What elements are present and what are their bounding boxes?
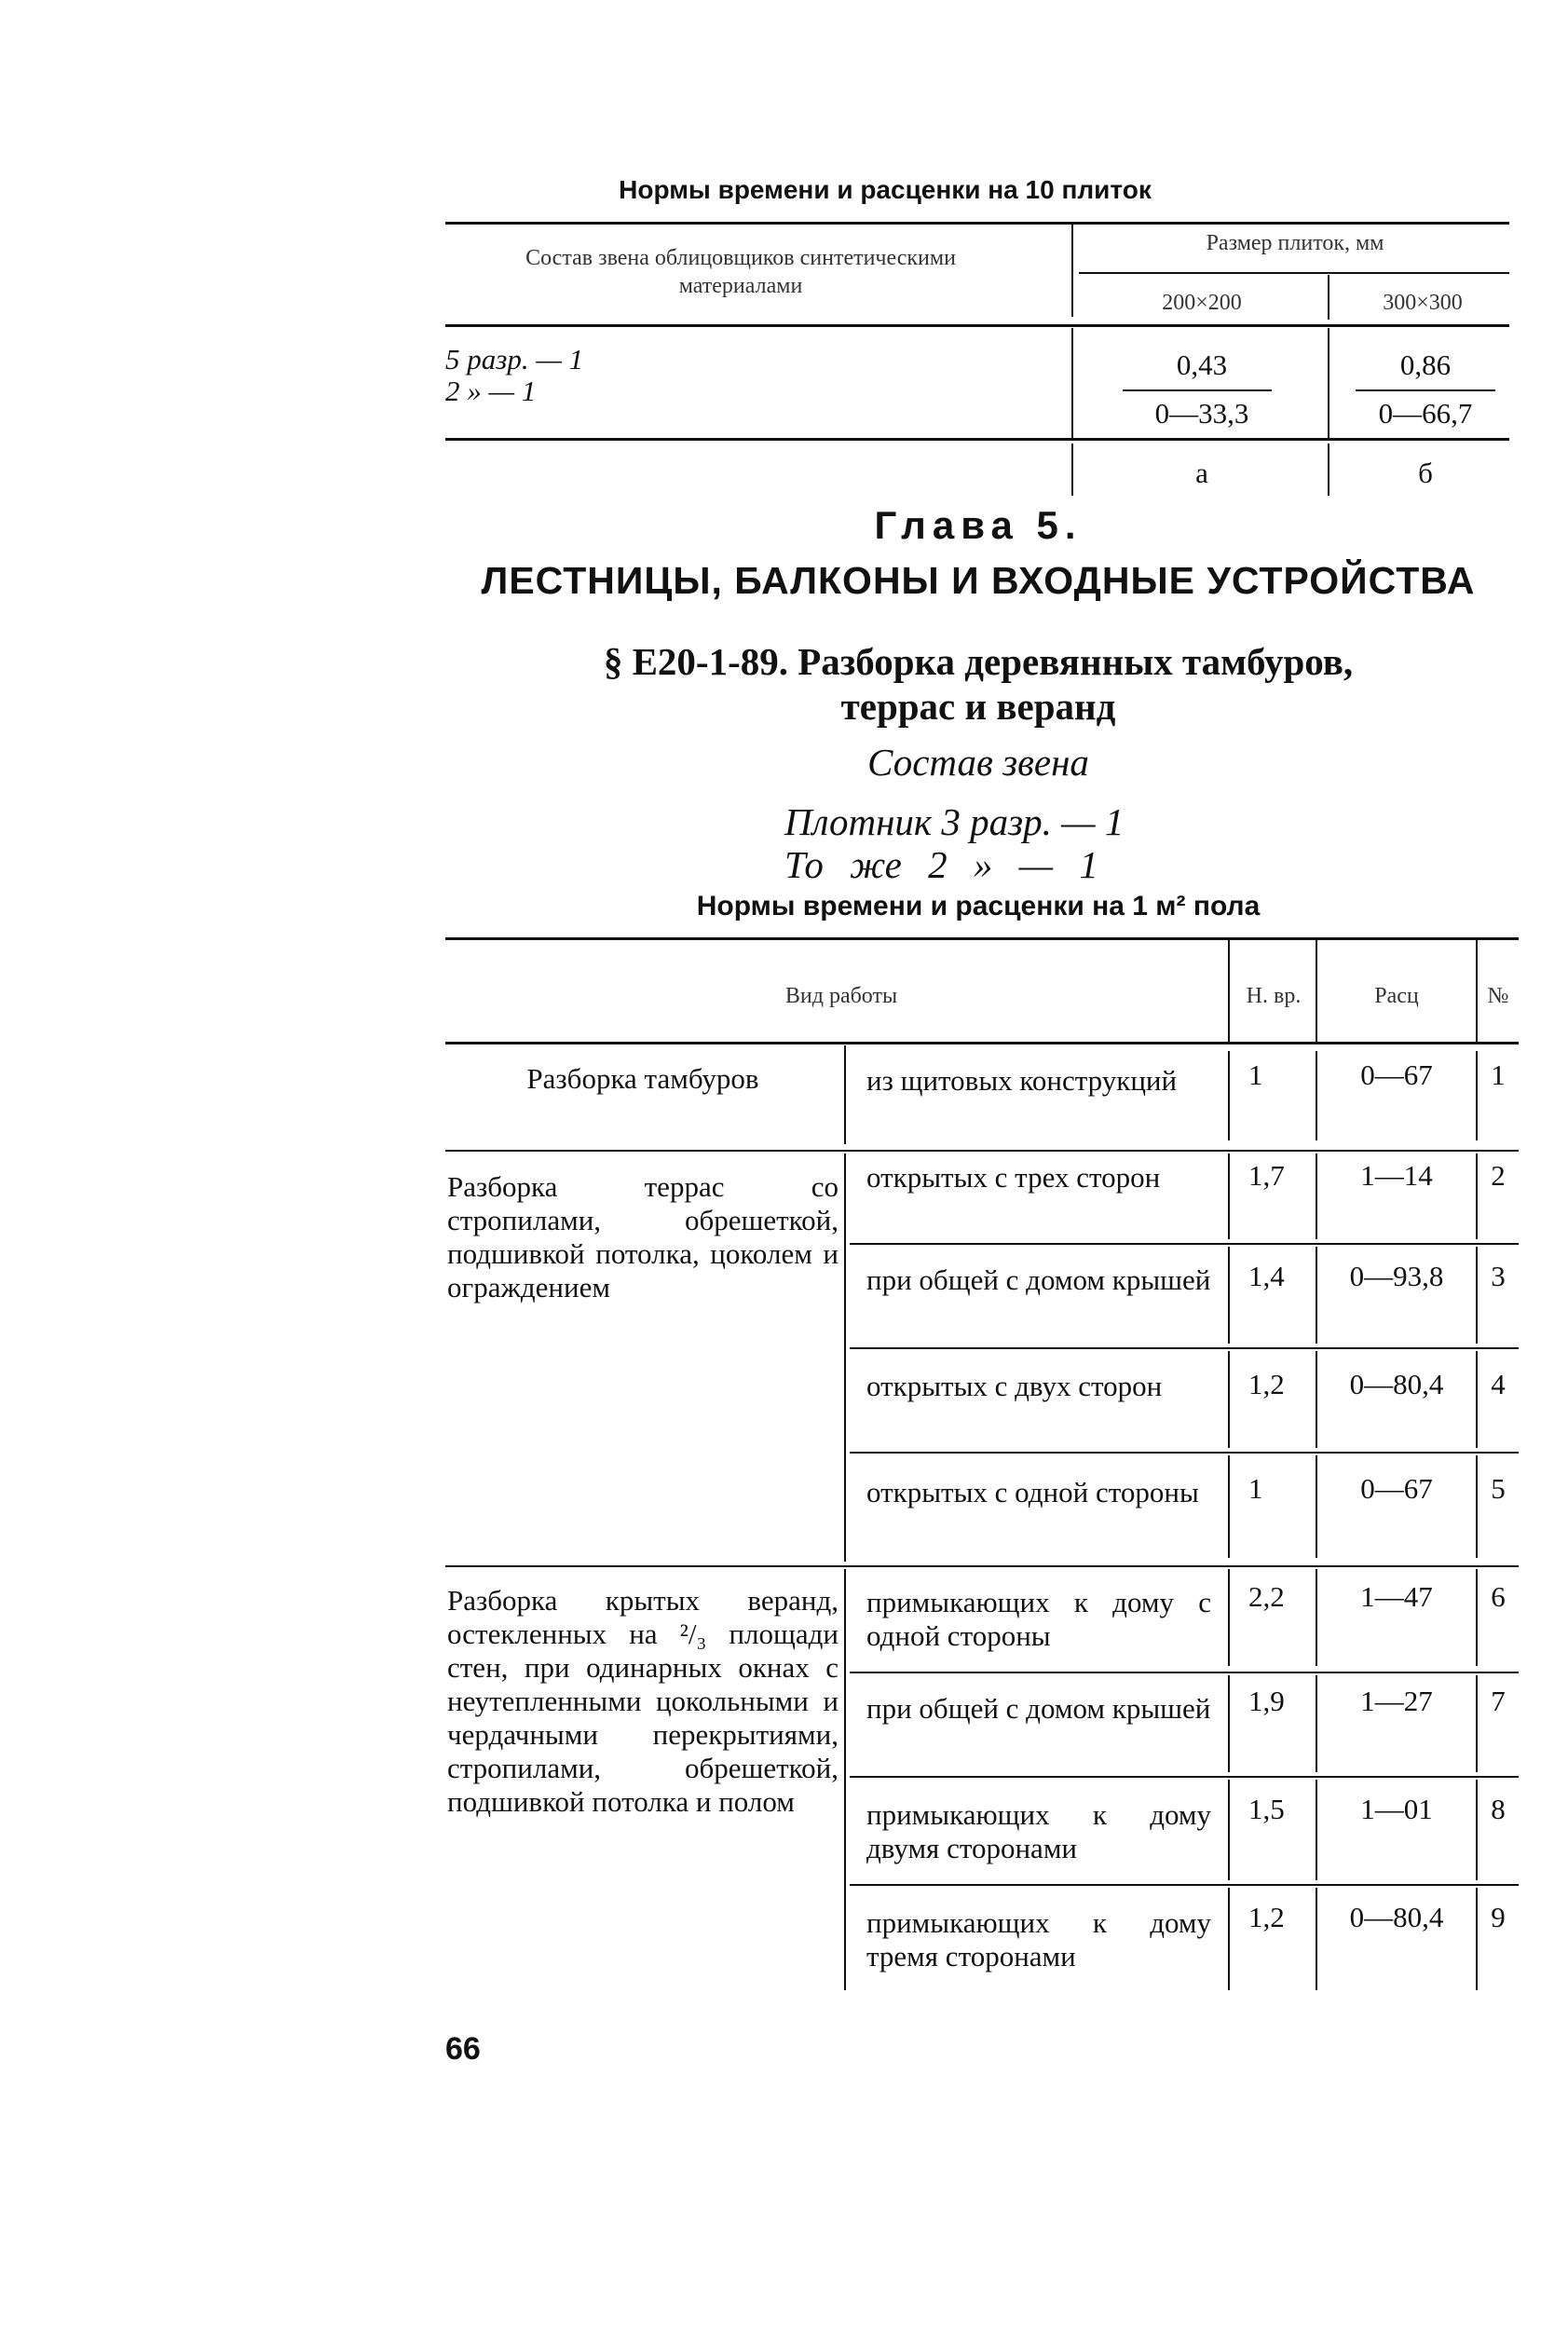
table2-row-6-num: 6: [1491, 1580, 1506, 1613]
table2-row-6-norm: 2,2: [1248, 1580, 1285, 1613]
table2-row-7-rule: [850, 1776, 1519, 1778]
table2-row-1-vrule-3: [1476, 1051, 1478, 1140]
table1-vrule-3: [1071, 328, 1073, 438]
table2-header-rate: Расц: [1374, 984, 1419, 1008]
table2-row-6-detail: примыкающих к дому с одной стороны: [866, 1586, 1211, 1652]
table2-head-vrule-1: [1228, 939, 1230, 1042]
table1-vrule-1: [1071, 224, 1073, 317]
table1-crew-line-1: 5 разр. — 1: [445, 343, 584, 375]
table2-row-4-vrule-1: [1228, 1351, 1230, 1448]
table1-fraction-200: [1123, 389, 1272, 391]
table2-row-2-rule: [850, 1243, 1519, 1245]
table2-row-7-vrule-1: [1228, 1675, 1230, 1772]
table2-group-2-vrule: [844, 1154, 846, 1562]
table2-row-8-detail: примыкающих к дому двумя сторонами: [866, 1798, 1211, 1864]
table2-row-7-rate: 1—27: [1360, 1685, 1433, 1717]
table2-row-3-vrule-2: [1316, 1247, 1317, 1344]
table2-row-3-num: 3: [1491, 1260, 1506, 1292]
table1-crew-line-2: 2 » — 1: [445, 375, 537, 407]
table1-header-rule: [445, 324, 1509, 327]
crew-line-1: Плотник 3 разр. — 1: [784, 800, 1125, 843]
table1-norm-200: 0,43: [1176, 348, 1228, 381]
table2-row-2-norm: 1,7: [1248, 1159, 1285, 1192]
table2-row-4-norm: 1,2: [1248, 1368, 1285, 1400]
section-title-line-2: террас и веранд: [840, 685, 1116, 728]
table2-group-3-rule: [445, 1565, 1519, 1567]
table2-row-2-detail: открытых с трех сторон: [866, 1161, 1161, 1194]
table1-sub-rule: [1079, 272, 1509, 274]
table2-row-4-vrule-2: [1316, 1351, 1317, 1448]
table2-group-1-vrule: [844, 1045, 846, 1144]
table2-header-rule: [445, 1042, 1519, 1044]
table2-row-5-rate: 0—67: [1360, 1472, 1433, 1505]
table2-row-7-detail: при общей с домом крышей: [866, 1692, 1211, 1725]
table2-header-work: Вид работы: [784, 984, 898, 1008]
table2-row-5-detail: открытых с одной стороны: [866, 1476, 1199, 1508]
table2-row-4-rule: [850, 1452, 1519, 1454]
table1-header-size: Размер плиток, мм: [1206, 231, 1384, 255]
chapter-title: ЛЕСТНИЦЫ, БАЛКОНЫ И ВХОДНЫЕ УСТРОЙСТВА: [481, 559, 1476, 602]
table2-row-3-vrule-1: [1228, 1247, 1230, 1344]
table1-rate-200: 0—33,3: [1154, 397, 1249, 430]
table2-group-3-vrule: [844, 1569, 846, 1990]
table2-row-5-vrule-2: [1316, 1455, 1317, 1558]
table2-row-8-vrule-2: [1316, 1780, 1317, 1880]
table2-row-5-vrule-3: [1476, 1455, 1478, 1558]
table2-row-5-num: 5: [1491, 1472, 1506, 1505]
table1-col-letter-a: а: [1195, 457, 1208, 489]
table2-row-1-rate: 0—67: [1360, 1058, 1433, 1091]
table1-fraction-300: [1356, 389, 1495, 391]
table2-row-2-vrule-2: [1316, 1154, 1317, 1239]
table2-row-5-vrule-1: [1228, 1455, 1230, 1558]
table2-row-5-norm: 1: [1248, 1472, 1263, 1505]
table2-row-2-vrule-1: [1228, 1154, 1230, 1239]
table2-row-7-vrule-2: [1316, 1675, 1317, 1772]
table1-vrule-5: [1071, 444, 1073, 496]
table2-row-1-norm: 1: [1248, 1058, 1263, 1091]
table2-row-7-num: 7: [1491, 1685, 1506, 1717]
table1-norm-300: 0,86: [1399, 348, 1452, 381]
table2-row-9-vrule-1: [1228, 1888, 1230, 1990]
table2-row-2-vrule-3: [1476, 1154, 1478, 1239]
table2-row-9-norm: 1,2: [1248, 1901, 1285, 1933]
page-number: 66: [445, 2031, 481, 2067]
table1-vrule-6: [1328, 444, 1329, 496]
table2-row-4-num: 4: [1491, 1368, 1506, 1400]
table2-row-6-rule: [850, 1672, 1519, 1673]
table2-row-6-vrule-2: [1316, 1569, 1317, 1666]
table2-row-9-detail: примыкающих к дому тремя сторонами: [866, 1906, 1211, 1973]
table1-rate-300: 0—66,7: [1378, 397, 1473, 430]
table2-row-6-vrule-3: [1476, 1569, 1478, 1666]
table2-row-8-num: 8: [1491, 1793, 1506, 1825]
table2-row-3-vrule-3: [1476, 1247, 1478, 1344]
table2-row-9-num: 9: [1491, 1901, 1506, 1933]
table2-head-vrule-3: [1476, 939, 1478, 1042]
table2-row-8-norm: 1,5: [1248, 1793, 1285, 1825]
table1-vrule-4: [1328, 328, 1329, 438]
norms-title: Нормы времени и расценки на 1 м² пола: [696, 891, 1261, 921]
table2-row-9-vrule-2: [1316, 1888, 1317, 1990]
table2-head-vrule-2: [1316, 939, 1317, 1042]
table2-row-9-rate: 0—80,4: [1349, 1901, 1444, 1933]
table2-row-1-detail: из щитовых конструкций: [866, 1064, 1178, 1097]
table2-group-1-name: Разборка тамбуров: [526, 1062, 759, 1095]
table2-row-9-vrule-3: [1476, 1888, 1478, 1990]
table2-row-4-vrule-3: [1476, 1351, 1478, 1448]
table1-col-300: 300×300: [1383, 291, 1463, 315]
table1-col-letter-b: б: [1418, 457, 1433, 489]
table2-row-2-num: 2: [1491, 1159, 1506, 1192]
table2-row-3-rate: 0—93,8: [1349, 1260, 1444, 1292]
table2-row-3-norm: 1,4: [1248, 1260, 1285, 1292]
crew-line-2: То же 2 » — 1: [784, 843, 1098, 886]
table2-top-rule: [445, 937, 1519, 940]
table1-top-rule: [445, 222, 1509, 225]
table2-row-3-detail: при общей с домом крышей: [866, 1263, 1211, 1296]
table2-group-3-name: Разборка крытых веранд, остекленных на ²/₃ площади стен, при одинарных окнах с неутепленными цокольными и чердачными перекрытиями, стропилами, обрешеткой, подшивкой потолка и полом: [447, 1584, 839, 1818]
table2-row-8-vrule-1: [1228, 1780, 1230, 1880]
table1-col-200: 200×200: [1162, 291, 1242, 315]
chapter-label: Глава 5.: [874, 503, 1083, 547]
section-title-line-1: § Е20-1-89. Разборка деревянных тамбуров,: [603, 640, 1354, 683]
table2-group-2-rule: [445, 1150, 1519, 1152]
table2-row-6-vrule-1: [1228, 1569, 1230, 1666]
table2-row-2-rate: 1—14: [1360, 1159, 1433, 1192]
table2-row-8-vrule-3: [1476, 1780, 1478, 1880]
table2-row-4-rate: 0—80,4: [1349, 1368, 1444, 1400]
table2-header-num: №: [1487, 984, 1509, 1008]
table2-group-2-name: Разборка террас со стропилами, обрешеткой, подшивкой потолка, цоколем и ограждением: [447, 1170, 839, 1304]
table2-row-8-rate: 1—01: [1360, 1793, 1433, 1825]
table2-row-1-vrule-2: [1316, 1051, 1317, 1140]
table1-header-crew: Состав звена облицовщиков синтетическими материалами: [525, 246, 956, 298]
table2-row-1-vrule-1: [1228, 1051, 1230, 1140]
table2-row-7-vrule-3: [1476, 1675, 1478, 1772]
table2-row-8-rule: [850, 1884, 1519, 1886]
table2-header-norm: Н. вр.: [1246, 984, 1302, 1008]
table1-bottom-rule: [445, 438, 1509, 441]
table2-row-3-rule: [850, 1347, 1519, 1349]
crew-title: Состав звена: [867, 741, 1089, 784]
table2-row-7-norm: 1,9: [1248, 1685, 1285, 1717]
table2-row-1-num: 1: [1491, 1058, 1506, 1091]
table1-title: Нормы времени и расценки на 10 плиток: [619, 175, 1152, 204]
table1-vrule-2: [1328, 275, 1329, 320]
table2-row-4-detail: открытых с двух сторон: [866, 1370, 1163, 1402]
table2-row-6-rate: 1—47: [1360, 1580, 1433, 1613]
